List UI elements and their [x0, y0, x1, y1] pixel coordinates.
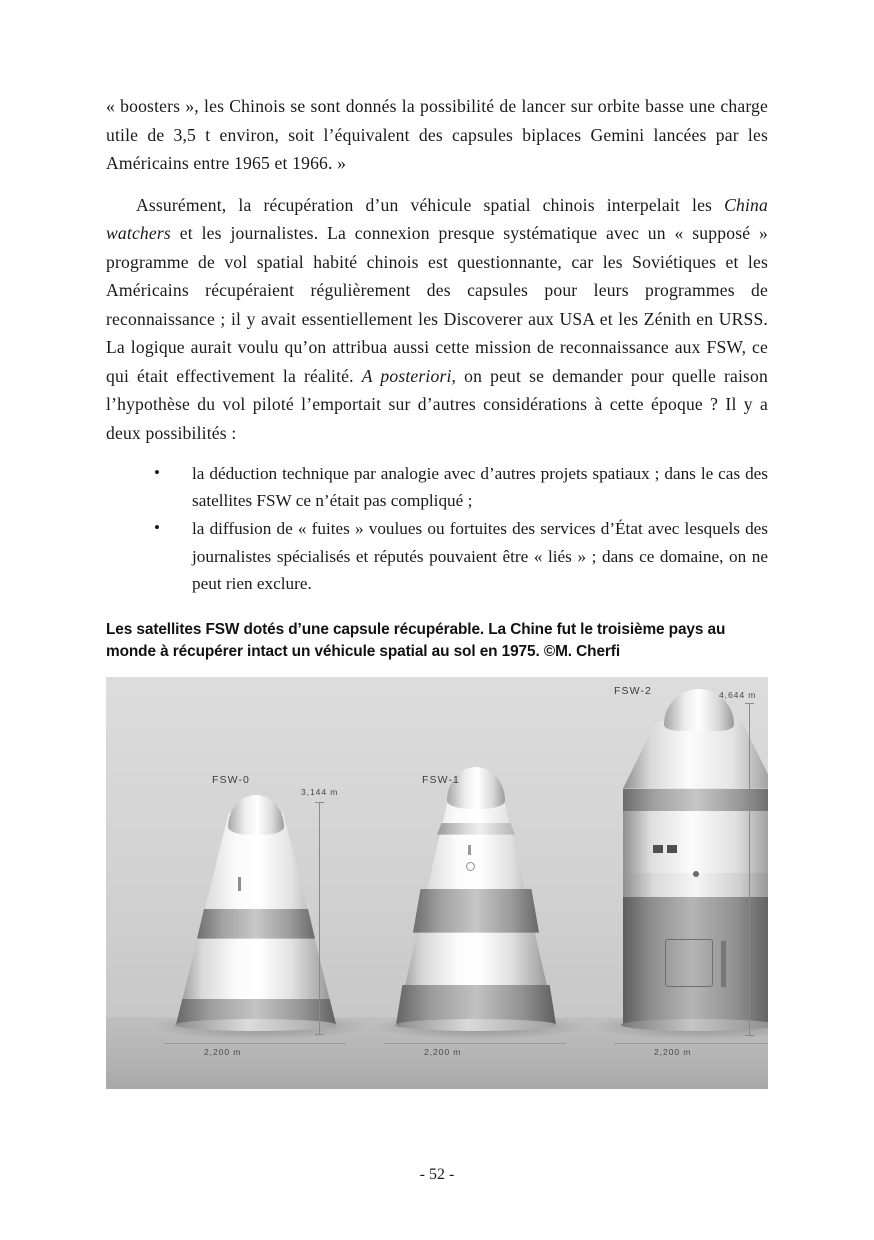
- vehicle-detail: [721, 941, 726, 987]
- vehicle-diameter-fsw-1: 2,200 m: [424, 1046, 462, 1057]
- list-item-text: la déduction technique par analogie avec d’autres projets spatiaux ; dans le cas des satellites FSW ce n’était pas compliqué ;: [192, 464, 768, 511]
- vehicle-detail: [693, 871, 699, 877]
- bullet-icon: •: [154, 518, 160, 538]
- vehicle-label-fsw-1: FSW-1: [422, 773, 460, 786]
- vehicle-detail: [667, 845, 677, 853]
- vehicle-base: [621, 1019, 768, 1031]
- vehicle-base: [175, 1019, 337, 1031]
- vehicle-band: [623, 789, 768, 811]
- vehicle-band: [197, 909, 315, 939]
- list-item-text: la diffusion de « fuites » voulues ou fortuites des services d’État avec lesquels des journalistes spécialisés et réputés pouvaient être « liés » ; dans ce domaine, on ne peut rien exclure.: [192, 519, 768, 593]
- vehicle-fsw-2: [604, 677, 768, 1031]
- vehicle-base: [395, 1019, 557, 1031]
- vehicle-instrument-band: [437, 823, 515, 835]
- vehicle-capsule: [623, 721, 768, 789]
- paragraph-2: [106, 191, 768, 448]
- vehicle-detail: [468, 845, 471, 855]
- vehicle-detail: [653, 845, 663, 853]
- bullet-icon: •: [154, 463, 160, 482]
- vehicle-fsw-1: [386, 739, 566, 1031]
- paragraph-2-italic1: China watchers: [106, 194, 768, 243]
- vehicle-detail: [238, 877, 241, 891]
- height-dimension-line: [749, 703, 750, 1035]
- page-content: [106, 92, 768, 1089]
- paragraph-2-part3: , on peut se demander pour quelle raison l’hypothèse du vol piloté l’emportait sur d’autres considérations à cette époque ? Il y a deux possibilités :: [106, 365, 769, 443]
- paragraph-2-part1: Assurément, la récupération d’un véhicule spatial chinois interpelait les: [136, 194, 725, 215]
- height-dimension-tick: [745, 703, 754, 704]
- list-item: [106, 515, 768, 597]
- height-dimension-tick: [315, 802, 324, 803]
- vehicle-height-fsw-2: 4,644 m: [719, 689, 757, 700]
- figure-image: [106, 677, 768, 1089]
- vehicle-label-fsw-0: FSW-0: [212, 773, 250, 786]
- vehicle-nose: [228, 795, 284, 835]
- diameter-dimension-line: [614, 1043, 768, 1044]
- paragraph-2-part2: et les journalistes. La connexion presque systématique avec un « supposé » programme de vol spatial habité chinois est questionnante, car les Soviétiques et les Américains récupéraient régulièrement des capsules pour leurs programmes de reconnaissance ; il y avait essentiellement les Discoverer aux USA et les Zénith en URSS. La logique aurait voulu qu’on attribua aussi cette mission de reconnaissance aux FSW, ce qui était effectivement la réalité.: [106, 223, 768, 386]
- paragraph-2-italic2: A posteriori: [361, 365, 452, 386]
- height-dimension-line: [319, 802, 320, 1034]
- height-dimension-tick: [315, 1034, 324, 1035]
- list-item: [106, 460, 768, 514]
- vehicle-label-fsw-2: FSW-2: [614, 684, 652, 697]
- diameter-dimension-line: [164, 1043, 346, 1044]
- vehicle-band: [413, 889, 539, 933]
- vehicle-panel: [665, 939, 713, 987]
- bullet-list: [106, 460, 768, 597]
- paragraph-1: « boosters », les Chinois se sont donnés la possibilité de lancer sur orbite basse une charge utile de 3,5 t environ, soit l’équivalent des capsules biplaces Gemini lancées par les Américains entre 1965 et 1966. »: [106, 96, 768, 173]
- vehicle-height-fsw-0: 3,144 m: [301, 786, 339, 797]
- height-dimension-tick: [745, 1035, 754, 1036]
- diameter-dimension-line: [384, 1043, 566, 1044]
- vehicle-hatch: [466, 862, 475, 871]
- figure-caption: Les satellites FSW dotés d’une capsule récupérable. La Chine fut le troisième pays au monde à récupérer intact un véhicule spatial au sol en 1975. ©M. Cherfi: [106, 620, 726, 660]
- page-number: - 52 -: [419, 1166, 455, 1183]
- vehicle-diameter-fsw-2: 2,200 m: [654, 1046, 692, 1057]
- vehicle-upper-stage: [623, 811, 768, 873]
- vehicle-diameter-fsw-0: 2,200 m: [204, 1046, 242, 1057]
